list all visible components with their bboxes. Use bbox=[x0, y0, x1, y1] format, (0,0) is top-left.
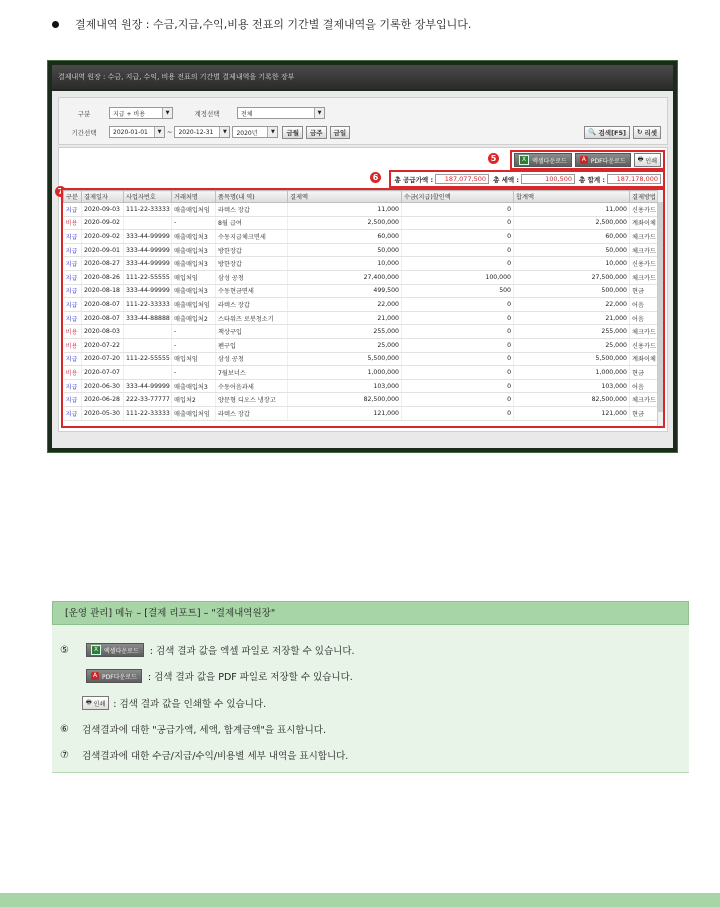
cell-amount: 60,000 bbox=[288, 230, 402, 244]
search-button[interactable] bbox=[584, 126, 630, 139]
account-label: 계정선택 bbox=[194, 109, 220, 118]
cell-date: 2020-07-07 bbox=[82, 366, 124, 380]
cell-type: 지급 bbox=[64, 406, 82, 420]
ledger-window bbox=[47, 60, 678, 453]
guide-print-text: : 검색 결과 값을 인쇄할 수 있습니다. bbox=[113, 699, 267, 710]
bullet-icon bbox=[52, 21, 59, 28]
chevron-down-icon: ▼ bbox=[219, 127, 229, 137]
cell-method: 신용카드 bbox=[630, 338, 664, 352]
cell-discount: 0 bbox=[402, 243, 514, 257]
guide-pdf-text: : 검색 결과 값을 PDF 파일로 저장할 수 있습니다. bbox=[147, 672, 353, 683]
cell-client: 매출매입처임 bbox=[172, 203, 216, 217]
pdf-icon: A bbox=[581, 156, 586, 163]
cell-item: 방한장갑 bbox=[216, 257, 288, 271]
marker-5: 5 bbox=[488, 153, 499, 164]
excel-icon: X bbox=[519, 155, 529, 165]
guide-line-6 bbox=[60, 722, 326, 736]
cell-date: 2020-08-18 bbox=[82, 284, 124, 298]
cell-item: 라텍스 장갑 bbox=[216, 406, 288, 420]
guide-number-5: ⑤ bbox=[60, 644, 69, 656]
tax-total-label: 총 세액 : bbox=[493, 175, 520, 184]
cell-type: 비용 bbox=[64, 216, 82, 230]
cell-discount: 0 bbox=[402, 257, 514, 271]
cell-biz-no: 333-44-99999 bbox=[124, 257, 172, 271]
table-row[interactable] bbox=[64, 338, 664, 352]
cell-biz-no: 333-44-99999 bbox=[124, 284, 172, 298]
pdf-download-label: PDF다운로드 bbox=[590, 157, 626, 165]
excel-icon: X bbox=[91, 645, 101, 655]
table-row[interactable] bbox=[64, 352, 664, 366]
cell-type: 지급 bbox=[64, 257, 82, 271]
cell-client: 매출매입처임 bbox=[172, 298, 216, 312]
cell-date: 2020-09-01 bbox=[82, 243, 124, 257]
cell-item: 책상구입 bbox=[216, 325, 288, 339]
print-label: 인쇄 bbox=[645, 157, 657, 165]
cell-type: 지급 bbox=[64, 284, 82, 298]
cell-item: 8월 급여 bbox=[216, 216, 288, 230]
cell-total: 11,000 bbox=[514, 203, 630, 217]
footer-bar bbox=[0, 893, 720, 907]
cell-total: 500,000 bbox=[514, 284, 630, 298]
cell-client: 매입처임 bbox=[172, 352, 216, 366]
intro-text: 결제내역 원장 : 수금,지급,수익,비용 전표의 기간별 결제내역을 기록한 장부입니다. bbox=[75, 18, 472, 31]
print-button[interactable] bbox=[634, 153, 661, 167]
supply-total-value: 187,077,500 bbox=[435, 174, 489, 184]
cell-amount: 82,500,000 bbox=[288, 393, 402, 407]
cell-item: 라텍스 장갑 bbox=[216, 203, 288, 217]
cell-biz-no bbox=[124, 338, 172, 352]
cell-method: 어음 bbox=[630, 298, 664, 312]
vertical-scrollbar[interactable] bbox=[657, 190, 663, 426]
cell-biz-no: 111-22-33333 bbox=[124, 203, 172, 217]
table-row[interactable] bbox=[64, 325, 664, 339]
cell-method: 계좌이체 bbox=[630, 352, 664, 366]
cell-total: 121,000 bbox=[514, 406, 630, 420]
cell-type: 지급 bbox=[64, 352, 82, 366]
column-header[interactable]: 합계액 bbox=[514, 191, 630, 203]
table-row[interactable] bbox=[64, 393, 664, 407]
cell-total: 1,000,000 bbox=[514, 366, 630, 380]
ledger-grid bbox=[61, 188, 665, 428]
window-body bbox=[52, 91, 673, 448]
table-row[interactable] bbox=[64, 406, 664, 420]
cell-method: 현금 bbox=[630, 406, 664, 420]
printer-icon: 🖶 bbox=[637, 156, 644, 163]
cell-amount: 499,500 bbox=[288, 284, 402, 298]
table-row[interactable] bbox=[64, 216, 664, 230]
cell-method: 체크카드 bbox=[630, 230, 664, 244]
chevron-down-icon: ▼ bbox=[314, 108, 324, 118]
refresh-icon: ↻ bbox=[636, 128, 643, 136]
cell-discount: 0 bbox=[402, 203, 514, 217]
cell-discount: 0 bbox=[402, 216, 514, 230]
cell-amount: 103,000 bbox=[288, 379, 402, 393]
cell-date: 2020-08-03 bbox=[82, 325, 124, 339]
cell-method: 어음 bbox=[630, 379, 664, 393]
cell-amount: 21,000 bbox=[288, 311, 402, 325]
cell-method: 계좌이체 bbox=[630, 216, 664, 230]
search-icon: 🔍 bbox=[588, 128, 597, 136]
cell-item: 라텍스 장갑 bbox=[216, 298, 288, 312]
cell-total: 50,000 bbox=[514, 243, 630, 257]
cell-total: 82,500,000 bbox=[514, 393, 630, 407]
cell-client: 매출매입처2 bbox=[172, 311, 216, 325]
year-select[interactable] bbox=[232, 126, 278, 138]
guide-excel-label: 엑셀다운로드 bbox=[104, 647, 139, 655]
cell-total: 27,500,000 bbox=[514, 270, 630, 284]
cell-biz-no: 111-22-33333 bbox=[124, 298, 172, 312]
this-month-button[interactable]: 금월 bbox=[282, 126, 303, 139]
year-value: 2020년 bbox=[236, 129, 258, 137]
cell-type: 지급 bbox=[64, 230, 82, 244]
cell-item: 펜구입 bbox=[216, 338, 288, 352]
cell-date: 2020-08-26 bbox=[82, 270, 124, 284]
period-label: 기간선택 bbox=[71, 128, 97, 137]
cell-amount: 25,000 bbox=[288, 338, 402, 352]
cell-item: 스타워즈 로봇청소기 bbox=[216, 311, 288, 325]
cell-total: 60,000 bbox=[514, 230, 630, 244]
cell-amount: 22,000 bbox=[288, 298, 402, 312]
table-row[interactable] bbox=[64, 230, 664, 244]
pdf-download-button[interactable] bbox=[575, 153, 631, 167]
cell-item: 삼성 공청 bbox=[216, 352, 288, 366]
cell-amount: 11,000 bbox=[288, 203, 402, 217]
column-header[interactable]: 수금(지급)할인액 bbox=[402, 191, 514, 203]
cell-amount: 50,000 bbox=[288, 243, 402, 257]
cell-biz-no: 111-22-55555 bbox=[124, 352, 172, 366]
date-separator: ~ bbox=[167, 128, 173, 136]
cell-discount: 0 bbox=[402, 325, 514, 339]
cell-date: 2020-08-07 bbox=[82, 311, 124, 325]
cell-discount: 0 bbox=[402, 366, 514, 380]
search-button-label: 검색[F5] bbox=[598, 128, 626, 137]
guide-line-pdf bbox=[86, 669, 353, 683]
cell-type: 지급 bbox=[64, 311, 82, 325]
cell-date: 2020-05-30 bbox=[82, 406, 124, 420]
supply-total-label: 총 공급가액 : bbox=[394, 175, 434, 184]
cell-date: 2020-09-02 bbox=[82, 216, 124, 230]
guide-text-7: 검색결과에 대한 수금/지급/수익/비용별 세부 내역을 표시합니다. bbox=[82, 751, 349, 762]
cell-discount: 0 bbox=[402, 338, 514, 352]
reset-button[interactable] bbox=[633, 126, 661, 139]
cell-discount: 0 bbox=[402, 352, 514, 366]
chevron-down-icon: ▼ bbox=[154, 127, 164, 137]
cell-type: 지급 bbox=[64, 379, 82, 393]
type-select-value: 지급 + 비용 bbox=[113, 110, 146, 118]
cell-item: 삼성 공청 bbox=[216, 270, 288, 284]
cell-type: 지급 bbox=[64, 270, 82, 284]
cell-total: 255,000 bbox=[514, 325, 630, 339]
table-row[interactable] bbox=[64, 243, 664, 257]
cell-type: 지급 bbox=[64, 298, 82, 312]
cell-amount: 2,500,000 bbox=[288, 216, 402, 230]
guide-header: [운영 관리] 메뉴 – [결제 리포트] – "결제내역원장" bbox=[52, 601, 689, 625]
column-header[interactable]: 결제일자 bbox=[82, 191, 124, 203]
guide-number-6: ⑥ bbox=[60, 723, 69, 735]
cell-type: 지급 bbox=[64, 243, 82, 257]
this-week-button[interactable]: 금주 bbox=[306, 126, 327, 139]
guide-line-7 bbox=[60, 748, 348, 762]
column-header[interactable]: 결제액 bbox=[288, 191, 402, 203]
cell-item: 양문형 디오스 냉장고 bbox=[216, 393, 288, 407]
cell-total: 10,000 bbox=[514, 257, 630, 271]
result-panel bbox=[58, 147, 668, 432]
tax-total-value: 100,500 bbox=[521, 174, 575, 184]
cell-method: 어음 bbox=[630, 311, 664, 325]
cell-date: 2020-06-28 bbox=[82, 393, 124, 407]
pdf-icon: A bbox=[92, 672, 98, 679]
guide-pdf-label: PDF다운로드 bbox=[102, 673, 137, 681]
cell-date: 2020-08-07 bbox=[82, 298, 124, 312]
cell-total: 2,500,000 bbox=[514, 216, 630, 230]
cell-biz-no: 111-22-33333 bbox=[124, 406, 172, 420]
table-body bbox=[64, 203, 664, 421]
cell-method: 체크카드 bbox=[630, 270, 664, 284]
window-title: 결제내역 원장 : 수금, 지급, 수익, 비용 전표의 기간별 결제내역을 기록한 장부 bbox=[52, 65, 673, 89]
column-header[interactable]: 사업자번호 bbox=[124, 191, 172, 203]
cell-biz-no: 333-44-99999 bbox=[124, 243, 172, 257]
guide-print-label: 인쇄 bbox=[93, 700, 106, 708]
date-to-value: 2020-12-31 bbox=[178, 128, 214, 136]
guide-excel-text: : 검색 결과 값을 엑셀 파일로 저장할 수 있습니다. bbox=[149, 646, 355, 657]
today-button[interactable]: 금일 bbox=[330, 126, 351, 139]
cell-type: 비용 bbox=[64, 338, 82, 352]
cell-total: 5,500,000 bbox=[514, 352, 630, 366]
guide-excel-button bbox=[86, 643, 144, 657]
cell-discount: 0 bbox=[402, 379, 514, 393]
table-row[interactable] bbox=[64, 311, 664, 325]
table-header-row bbox=[64, 191, 664, 203]
cell-type: 지급 bbox=[64, 203, 82, 217]
column-header[interactable]: 품목명(내 역) bbox=[216, 191, 288, 203]
cell-amount: 121,000 bbox=[288, 406, 402, 420]
download-toolbar bbox=[510, 150, 665, 170]
reset-button-label: 리셋 bbox=[644, 128, 657, 137]
cell-type: 지급 bbox=[64, 393, 82, 407]
cell-total: 21,000 bbox=[514, 311, 630, 325]
grand-total-value: 187,178,000 bbox=[607, 174, 661, 184]
cell-client: - bbox=[172, 366, 216, 380]
cell-total: 103,000 bbox=[514, 379, 630, 393]
cell-discount: 100,000 bbox=[402, 270, 514, 284]
cell-method: 신용카드 bbox=[630, 203, 664, 217]
cell-client: 매출매입처3 bbox=[172, 379, 216, 393]
cell-client: - bbox=[172, 325, 216, 339]
cell-discount: 500 bbox=[402, 284, 514, 298]
guide-body bbox=[52, 625, 689, 773]
cell-item: 7월보너스 bbox=[216, 366, 288, 380]
cell-type: 비용 bbox=[64, 325, 82, 339]
cell-biz-no: 333-44-88888 bbox=[124, 311, 172, 325]
table-row[interactable] bbox=[64, 257, 664, 271]
cell-total: 22,000 bbox=[514, 298, 630, 312]
totals-bar bbox=[389, 170, 665, 188]
cell-item: 수동어음과세 bbox=[216, 379, 288, 393]
guide-text-6: 검색결과에 대한 "공급가액, 세액, 합계금액"을 표시합니다. bbox=[82, 725, 326, 736]
filter-panel bbox=[58, 97, 668, 145]
cell-amount: 5,500,000 bbox=[288, 352, 402, 366]
ledger-table bbox=[63, 190, 664, 421]
table-row[interactable] bbox=[64, 366, 664, 380]
table-row[interactable] bbox=[64, 203, 664, 217]
table-row[interactable] bbox=[64, 270, 664, 284]
cell-client: 매입처임 bbox=[172, 270, 216, 284]
cell-discount: 0 bbox=[402, 311, 514, 325]
table-row[interactable] bbox=[64, 379, 664, 393]
cell-amount: 10,000 bbox=[288, 257, 402, 271]
account-select[interactable] bbox=[237, 107, 325, 119]
printer-icon: 🖶 bbox=[86, 699, 92, 706]
column-header[interactable]: 구분 bbox=[64, 191, 82, 203]
guide-number-7: ⑦ bbox=[60, 749, 69, 761]
cell-method: 체크카드 bbox=[630, 243, 664, 257]
cell-biz-no bbox=[124, 325, 172, 339]
cell-method: 현금 bbox=[630, 366, 664, 380]
table-row[interactable] bbox=[64, 284, 664, 298]
cell-discount: 0 bbox=[402, 406, 514, 420]
cell-biz-no: 111-22-55555 bbox=[124, 270, 172, 284]
cell-client: - bbox=[172, 216, 216, 230]
cell-amount: 1,000,000 bbox=[288, 366, 402, 380]
marker-7: 7 bbox=[55, 186, 66, 197]
cell-date: 2020-07-20 bbox=[82, 352, 124, 366]
date-from-select[interactable] bbox=[109, 126, 165, 138]
cell-item: 수동지급체크면세 bbox=[216, 230, 288, 244]
guide-line-print bbox=[82, 696, 266, 710]
cell-biz-no: 222-33-77777 bbox=[124, 393, 172, 407]
cell-discount: 0 bbox=[402, 298, 514, 312]
cell-discount: 0 bbox=[402, 230, 514, 244]
cell-method: 체크카드 bbox=[630, 325, 664, 339]
intro-line bbox=[52, 16, 471, 32]
cell-client: - bbox=[172, 338, 216, 352]
chevron-down-icon: ▼ bbox=[162, 108, 172, 118]
column-header[interactable]: 결제방법 bbox=[630, 191, 664, 203]
filter-actions bbox=[584, 124, 661, 140]
cell-date: 2020-09-02 bbox=[82, 230, 124, 244]
cell-biz-no: 333-44-99999 bbox=[124, 379, 172, 393]
column-header[interactable]: 거래처명 bbox=[172, 191, 216, 203]
cell-date: 2020-07-22 bbox=[82, 338, 124, 352]
excel-download-button[interactable] bbox=[514, 153, 572, 167]
scrollbar-thumb[interactable] bbox=[658, 202, 663, 412]
cell-date: 2020-09-03 bbox=[82, 203, 124, 217]
cell-client: 매출매입처3 bbox=[172, 243, 216, 257]
cell-type: 비용 bbox=[64, 366, 82, 380]
cell-amount: 255,000 bbox=[288, 325, 402, 339]
guide-pdf-button bbox=[86, 669, 142, 683]
grand-total-label: 총 합계 : bbox=[579, 175, 605, 184]
table-row[interactable] bbox=[64, 298, 664, 312]
filter-row-period bbox=[59, 124, 350, 140]
cell-method: 체크카드 bbox=[630, 393, 664, 407]
cell-biz-no bbox=[124, 216, 172, 230]
excel-download-label: 엑셀다운로드 bbox=[532, 157, 567, 165]
guide-line-excel bbox=[60, 643, 355, 657]
date-to-select[interactable] bbox=[174, 126, 230, 138]
chevron-down-icon: ▼ bbox=[267, 127, 277, 137]
guide-box bbox=[52, 601, 689, 773]
guide-print-button bbox=[82, 696, 109, 710]
type-select[interactable] bbox=[109, 107, 173, 119]
filter-row-type bbox=[59, 105, 325, 121]
cell-item: 방한장갑 bbox=[216, 243, 288, 257]
cell-total: 25,000 bbox=[514, 338, 630, 352]
cell-client: 매출매입처3 bbox=[172, 284, 216, 298]
cell-client: 매출매입처3 bbox=[172, 257, 216, 271]
date-from-value: 2020-01-01 bbox=[113, 128, 148, 136]
cell-client: 매출매입처3 bbox=[172, 230, 216, 244]
cell-biz-no bbox=[124, 366, 172, 380]
cell-client: 매출매입처임 bbox=[172, 406, 216, 420]
cell-date: 2020-08-27 bbox=[82, 257, 124, 271]
account-select-value: 전체 bbox=[241, 110, 253, 118]
type-label: 구분 bbox=[77, 109, 91, 118]
cell-item: 수동현금면세 bbox=[216, 284, 288, 298]
cell-date: 2020-06-30 bbox=[82, 379, 124, 393]
cell-client: 매입처2 bbox=[172, 393, 216, 407]
marker-6: 6 bbox=[370, 172, 381, 183]
cell-method: 현금 bbox=[630, 284, 664, 298]
cell-amount: 27,400,000 bbox=[288, 270, 402, 284]
cell-discount: 0 bbox=[402, 393, 514, 407]
cell-method: 신용카드 bbox=[630, 257, 664, 271]
cell-biz-no: 333-44-99999 bbox=[124, 230, 172, 244]
